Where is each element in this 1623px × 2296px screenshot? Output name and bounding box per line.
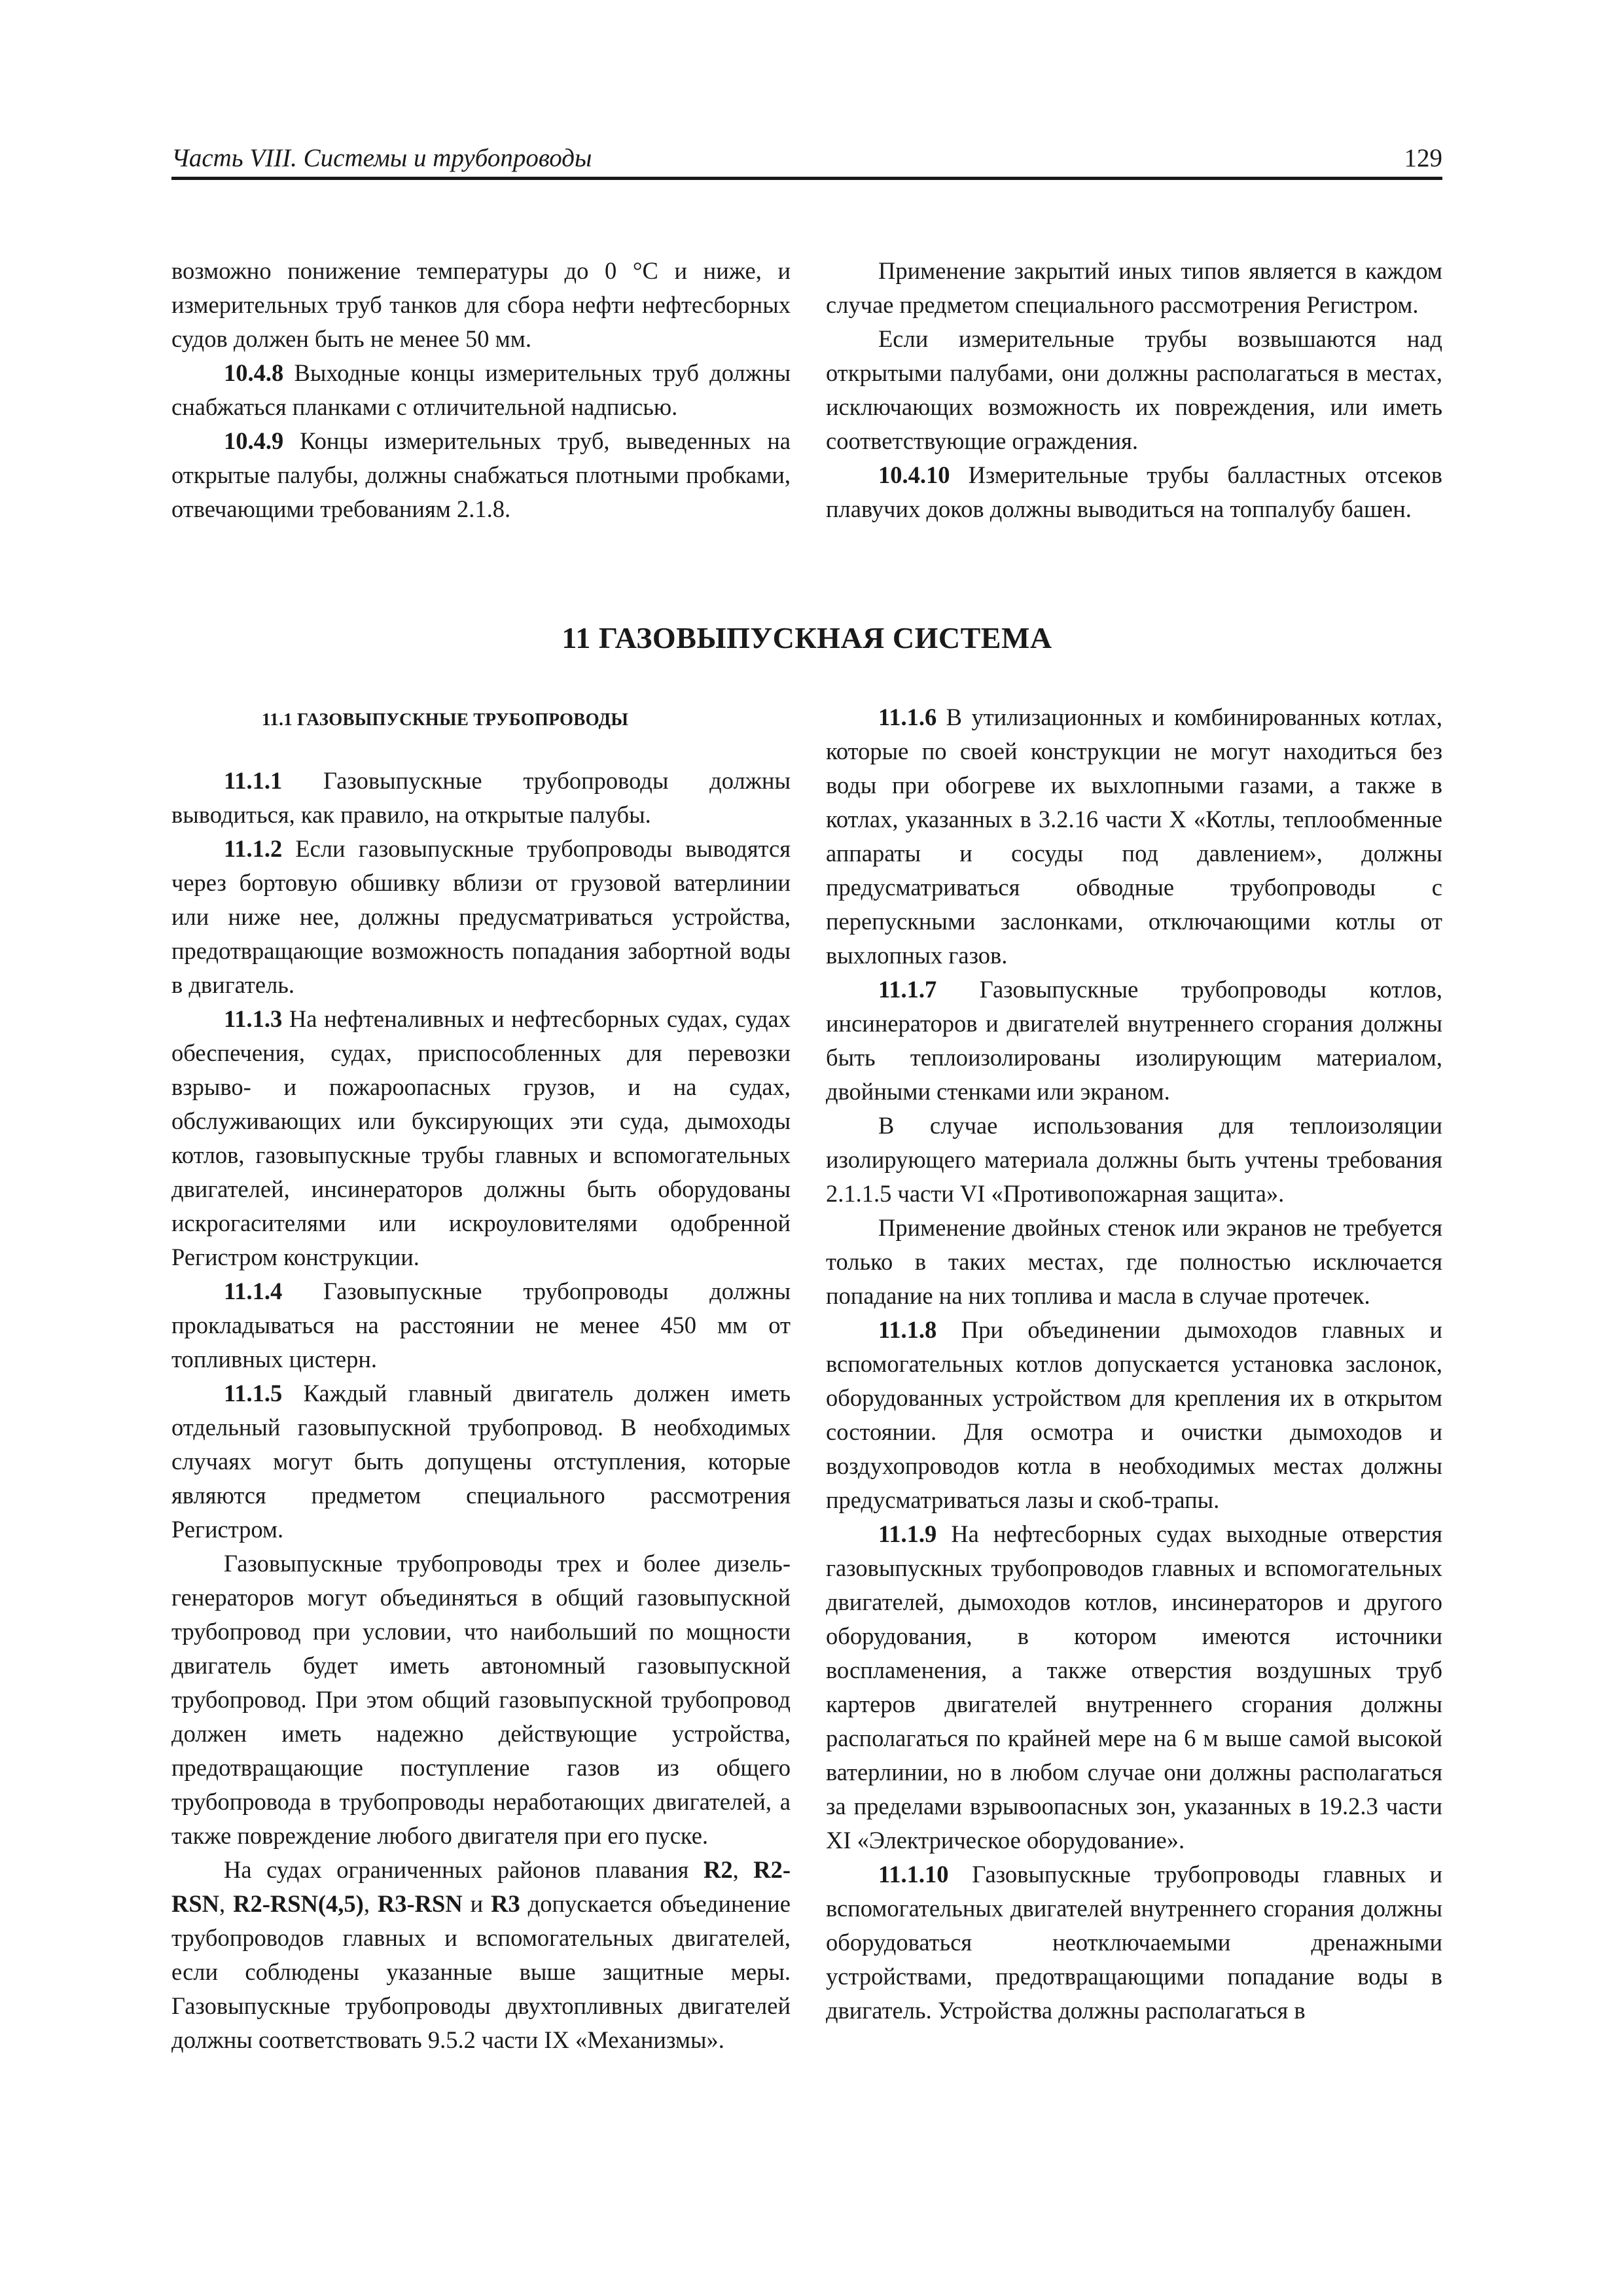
section-title: 11 ГАЗОВЫПУСКНАЯ СИСТЕМА: [562, 621, 1052, 655]
subsection-title: 11.1 ГАЗОВЫПУСКНЫЕ ТРУБОПРОВОДЫ: [262, 709, 629, 729]
class-notation: R2-RSN(4,5): [233, 1890, 364, 1917]
paragraph-10-4-10: [826, 458, 1442, 526]
paragraph-double-walls: Применение двойных стенок или экранов не требуется только в таких местах, где полностью исключается попадание на них топлива и масла в случае протечек.: [826, 1214, 1442, 1309]
clause-number: 11.1.7: [878, 976, 937, 1003]
clause-number: 10.4.8: [224, 359, 284, 386]
paragraph-restricted-areas: [171, 1853, 791, 2057]
page-header: [171, 143, 1442, 180]
text-run: допускается объединение трубопроводов главных и вспомогательных двигателей, если соблюдены указанные выше защитные меры. Газовыпускные трубопроводы двухтопливных двигателей должны соответствовать 9.5.2 части IX «Механизмы».: [171, 1890, 791, 2053]
paragraph-diesel-generators: Газовыпускные трубопроводы трех и более дизель-генераторов могут объединяться в общий газовыпускной трубопровод при условии, что наибольший по мощности двигатель будет иметь автономный газовыпускной трубопровод. При этом общий газовыпускной трубопровод должен иметь надежно действующие устройства, предотвращающие поступление газов из общего трубопровода в трубопроводы неработающих двигателей, а также повреждение любого двигателя при его пуске.: [171, 1550, 791, 1849]
clause-text: Каждый главный двигатель должен иметь отдельный газовыпускной трубопровод. В необходимых случаях могут быть допущены отступления, которые являются предметом специального рассмотрения Регистром.: [171, 1380, 791, 1543]
paragraph-10-4-8: [171, 356, 791, 424]
page-number: 129: [1404, 144, 1442, 172]
paragraph-continued: возможно понижение температуры до 0 °С и ниже, и измерительных труб танков для сбора нефти нефтесборных судов должен быть не менее 50 мм.: [171, 257, 791, 352]
clause-text: На нефтеналивных и нефтесборных судах, судах обеспечения, судах, приспособленных для перевозки взрыво- и пожароопасных грузов, и на судах, обслуживающих или буксирующих эти суда, дымоходы котлов, газовыпускные трубы главных и вспомогательных двигателей, инсинераторов должны быть оборудованы искрогасителями или искроуловителями одобренной Регистром конструкции.: [171, 1005, 791, 1270]
paragraph-11-1-9: [826, 1517, 1442, 1857]
paragraph-11-1-8: [826, 1313, 1442, 1517]
text-run: и: [462, 1890, 491, 1917]
paragraph-sounding-pipes: Если измерительные трубы возвышаются над открытыми палубами, они должны располагаться в местах, исключающих возможность их повреждения, или иметь соответствующие ограждения.: [826, 325, 1442, 454]
text-run: ,: [219, 1890, 234, 1917]
paragraph-11-1-2: [171, 832, 791, 1002]
clause-number: 11.1.6: [878, 704, 937, 730]
paragraph-11-1-6: [826, 700, 1442, 973]
clause-text: Выходные концы измерительных труб должны снабжаться планками с отличительной надписью.: [171, 359, 791, 420]
clause-number: 11.1.9: [878, 1520, 937, 1547]
clause-text: Газовыпускные трубопроводы главных и вспомогательных двигателей внутреннего сгорания должны оборудоваться неотключаемыми дренажными устройствами, предотвращающими попадание воды в двигатель. Устройства должны располагаться в: [826, 1861, 1442, 2024]
paragraph-11-1-3: [171, 1002, 791, 1274]
clause-text: Газовыпускные трубопроводы должны выводиться, как правило, на открытые палубы.: [171, 767, 791, 828]
clause-number: 11.1.10: [878, 1861, 949, 1888]
top-right-column: [826, 254, 1442, 526]
clause-number: 11.1.8: [878, 1316, 937, 1343]
class-notation: R3-RSN: [377, 1890, 463, 1917]
paragraph-insulation: В случае использования для теплоизоляции изолирующего материала должны быть учтены требования 2.1.1.5 части VI «Противопожарная защита».: [826, 1112, 1442, 1207]
clause-text: В утилизационных и комбинированных котлах, которые по своей конструкции не могут находиться без воды при обогреве их выхлопными газами, а также в котлах, указанных в 3.2.16 части X «Котлы, теплообменные аппараты и сосуды под давлением», должны предусматриваться обводные трубопроводы с перепускными заслонками, отключающими котлы от выхлопных газов.: [826, 704, 1442, 969]
clause-text: Измерительные трубы балластных отсеков плавучих доков должны выводиться на топпалубу башен.: [826, 461, 1442, 522]
top-left-column: [171, 254, 791, 526]
clause-number: 11.1.2: [224, 835, 283, 862]
class-notation: R3: [491, 1890, 520, 1917]
text-run: ,: [732, 1856, 754, 1883]
clause-number: 11.1.5: [224, 1380, 283, 1407]
clause-number: 11.1.3: [224, 1005, 283, 1032]
text-run: На судах ограниченных районов плавания: [224, 1856, 704, 1883]
running-title: Часть VIII. Системы и трубопроводы: [171, 144, 592, 172]
clause-text: При объединении дымоходов главных и вспомогательных котлов допускается установка заслонок, оборудованных устройством для крепления их в открытом состоянии. Для осмотра и очистки дымоходов и воздухопроводов котла в необходимых местах должны предусматриваться лазы и скоб-трапы.: [826, 1316, 1442, 1513]
clause-number: 11.1.4: [224, 1278, 283, 1304]
clause-text: Газовыпускные трубопроводы должны прокладываться на расстоянии не менее 450 мм от топливных цистерн.: [171, 1278, 791, 1372]
paragraph-10-4-9: [171, 424, 791, 526]
paragraph-11-1-7: [826, 973, 1442, 1109]
clause-number: 11.1.1: [224, 767, 283, 794]
paragraph-closures: Применение закрытий иных типов является в каждом случае предметом специального рассмотрения Регистром.: [826, 257, 1442, 318]
right-column: [826, 700, 1442, 2028]
class-notation: R2: [703, 1856, 733, 1883]
left-column: [171, 764, 791, 2057]
paragraph-11-1-1: [171, 764, 791, 832]
clause-text: Если газовыпускные трубопроводы выводятся через бортовую обшивку вблизи от грузовой ватерлинии или ниже нее, должны предусматриваться устройства, предотвращающие возможность попадания забортной воды в двигатель.: [171, 835, 791, 998]
paragraph-11-1-4: [171, 1274, 791, 1376]
clause-number: 10.4.9: [224, 427, 284, 454]
paragraph-11-1-10: [826, 1857, 1442, 2028]
clause-number: 10.4.10: [878, 461, 950, 488]
clause-text: Концы измерительных труб, выведенных на открытые палубы, должны снабжаться плотными пробками, отвечающими требованиям 2.1.8.: [171, 427, 791, 522]
paragraph-11-1-5: [171, 1376, 791, 1547]
clause-text: На нефтесборных судах выходные отверстия газовыпускных трубопроводов главных и вспомогательных двигателей, дымоходов котлов, инсинераторов и другого оборудования, в котором имеются источники воспламенения, а также отверстия воздушных труб картеров двигателей внутреннего сгорания должны располагаться по крайней мере на 6 м выше самой высокой ватерлинии, но в любом случае они должны располагаться за пределами взрывоопасных зон, указанных в 19.2.3 части XI «Электрическое оборудование».: [826, 1520, 1442, 1854]
class-notation: R2-RSN: [171, 1856, 791, 1917]
clause-text: Газовыпускные трубопроводы котлов, инсинераторов и двигателей внутреннего сгорания должны быть теплоизолированы изолирующим материалом, двойными стенками или экраном.: [826, 976, 1442, 1105]
text-run: ,: [363, 1890, 378, 1917]
